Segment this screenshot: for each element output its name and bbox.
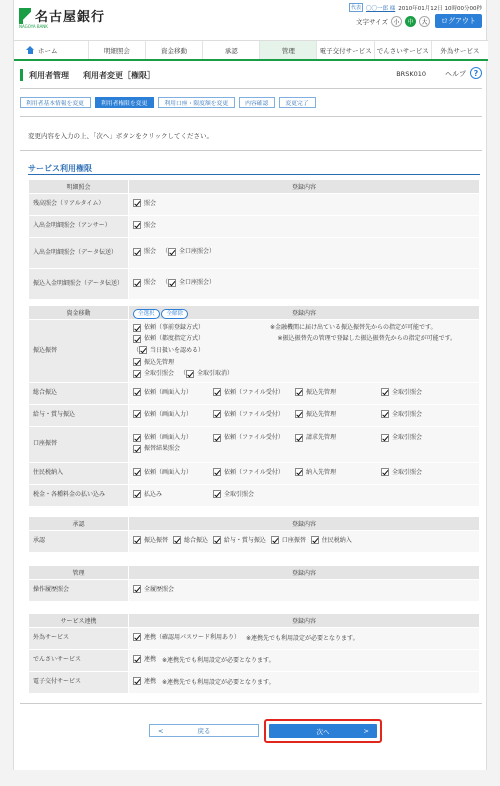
page-subtitle: 利用者変更［権限］ [83, 70, 155, 80]
checkbox-option[interactable]: （ 全取引取消） [180, 370, 234, 378]
nav-meisai[interactable]: 明細照会 [89, 41, 146, 59]
chevron-right-icon: > [363, 727, 369, 735]
instruction-text: 変更内容を入力の上、「次へ」ボタンをクリックしてください。 [28, 132, 213, 140]
nav-shonin[interactable]: 承認 [203, 41, 260, 59]
checkbox-checked-icon [133, 490, 141, 498]
option-label: 振込先管理 [306, 388, 337, 396]
section-underline [28, 174, 480, 175]
checkbox-option[interactable] [133, 677, 156, 688]
buttons-divider [20, 703, 482, 704]
nav-denshi[interactable]: 電子交付サービス [317, 41, 374, 59]
checkbox-checked-icon [213, 468, 221, 476]
user-role-badge: 代表 [350, 5, 361, 11]
meisai-row-label: 残高照会（リアルタイム） [29, 194, 129, 216]
bank-logo-mark-icon [19, 8, 31, 24]
font-size-medium-button[interactable]: 中 [405, 16, 416, 27]
option-label: 全取引照会 [392, 410, 423, 418]
global-nav [14, 40, 488, 61]
option-label: 全取引照会 [392, 434, 423, 442]
checkbox-option[interactable] [133, 247, 156, 258]
nav-shikin[interactable]: 資金移動 [146, 41, 203, 59]
checkbox-option[interactable] [133, 633, 240, 644]
option-label: 依頼（画面入力） [144, 468, 193, 476]
option-label: 依頼（事前登録方式） [144, 324, 205, 331]
checkbox-checked-icon [133, 468, 141, 476]
checkbox-checked-icon [213, 388, 221, 396]
user-info [349, 3, 482, 12]
checkbox-checked-icon [213, 536, 221, 544]
shonin-content-header: 登録内容 [129, 517, 480, 531]
shikin-content-header-cell [129, 306, 480, 320]
option-grid [133, 433, 475, 455]
next-button-label: 次へ [316, 727, 330, 736]
shonin-header: 承認 [29, 517, 129, 531]
option-label: 全口座照会 [179, 248, 210, 256]
option-label: 給与・賞与振込 [223, 536, 266, 544]
checkbox-checked-icon [381, 434, 389, 442]
checkbox-checked-icon [173, 536, 181, 544]
checkbox-checked-icon [133, 221, 141, 229]
option-label: 依頼（ファイル受付） [224, 434, 284, 442]
shikin-row-label: 口座振替 [29, 426, 129, 462]
checkbox-option[interactable] [133, 357, 174, 368]
checkbox-checked-icon [295, 388, 303, 396]
help-link[interactable]: ヘルプ [445, 70, 466, 78]
checkbox-option[interactable] [213, 410, 289, 421]
checkbox-checked-icon [381, 388, 389, 396]
step-indicator [20, 97, 320, 108]
checkbox-option[interactable] [133, 221, 156, 232]
option-label: 総合振込 [183, 536, 208, 544]
header-controls [356, 14, 482, 28]
option-grid [133, 388, 475, 399]
checkbox-option[interactable] [213, 468, 289, 479]
option-label: 依頼（ファイル受付） [224, 468, 284, 476]
step-confirm: 内容確認 [239, 97, 275, 108]
checkbox-option[interactable] [213, 490, 289, 501]
checkbox-option[interactable] [133, 468, 207, 479]
kanri-table [28, 565, 480, 602]
checkbox-checked-icon [133, 655, 141, 663]
bank-logo[interactable] [19, 6, 105, 25]
option-line [133, 333, 475, 356]
checkbox-checked-icon [168, 279, 176, 287]
renkei-header: サービス連携 [29, 614, 129, 628]
checkbox-option[interactable]: （ 全口座照会） [162, 248, 216, 256]
step-complete: 変更完了 [279, 97, 315, 108]
shikin-content-header: 登録内容 [291, 310, 316, 317]
nav-home-label: ホーム [38, 46, 58, 55]
option-line [133, 368, 475, 380]
shonin-table [28, 516, 480, 553]
option-note: ※連携先でも利用設定が必要となります。 [162, 678, 275, 686]
option-note: ※連携先でも利用設定が必要となります。 [162, 656, 275, 664]
checkbox-checked-icon [133, 199, 141, 207]
meisai-row-label: 入出金明細照会（アンサー） [29, 216, 129, 238]
next-button-highlight [264, 719, 382, 743]
font-size-small-button[interactable]: 小 [391, 16, 402, 27]
shikin-row-label: 給与・賞与振込 [29, 404, 129, 426]
checkbox-checked-icon [133, 633, 141, 641]
checkbox-option[interactable]: （ 全口座照会） [162, 279, 216, 287]
step-basic-info: 利用者基本情報を変更 [20, 97, 91, 108]
nav-densai[interactable]: でんさいサービス [375, 41, 432, 59]
checkbox-checked-icon [311, 536, 319, 544]
chevron-left-icon: < [158, 726, 164, 735]
shikin-row-label: 住民税納入 [29, 462, 129, 484]
meisai-table [28, 179, 480, 300]
checkbox-checked-icon [133, 358, 141, 366]
checkbox-option[interactable] [311, 536, 352, 547]
next-button[interactable] [269, 724, 377, 738]
option-label: 照会 [144, 221, 157, 229]
meisai-row-label: 振込入金明細照会（データ伝送） [29, 269, 129, 300]
option-label: 照会 [144, 248, 157, 256]
option-label: 全取引照会 [392, 388, 423, 396]
checkbox-checked-icon [133, 370, 141, 378]
bank-sub-name: NAGOYA BANK [19, 24, 48, 29]
font-size-large-button[interactable]: 大 [419, 16, 430, 27]
header [14, 0, 488, 40]
checkbox-checked-icon [295, 434, 303, 442]
checkbox-checked-icon [186, 370, 194, 378]
section-title: サービス利用権限 [28, 164, 92, 173]
option-label: 依頼（ファイル受付） [224, 410, 284, 418]
instruction-divider [20, 150, 482, 151]
renkei-table [28, 613, 480, 694]
checkbox-checked-icon [213, 434, 221, 442]
option-label: 当日扱いを認める [150, 346, 199, 354]
checkbox-option[interactable] [133, 333, 204, 344]
title-bar-accent [20, 69, 23, 81]
page-title: 利用者管理 [29, 70, 69, 80]
checkbox-option[interactable] [213, 388, 289, 399]
clear-all-button[interactable]: 全解除 [161, 309, 188, 319]
checkbox-option[interactable] [133, 199, 156, 210]
option-label: 口座振替 [281, 536, 306, 544]
shikin-row-label: 税金・各種料金の払い込み [29, 484, 129, 506]
logout-button[interactable]: ログアウト [435, 14, 482, 28]
checkbox-option[interactable] [381, 433, 455, 444]
option-label: 振込振替 [144, 536, 169, 544]
checkbox-option[interactable] [133, 433, 207, 444]
back-button-label: 戻る [197, 727, 211, 735]
option-label: 払込み [144, 490, 163, 498]
option-label: 照会 [144, 199, 157, 207]
select-buttons [133, 309, 188, 319]
option-grid [133, 490, 475, 501]
option-note: ※振込振替先の管理で登録した振込振替先からの指定が可能です。 [277, 335, 457, 343]
checkbox-option[interactable] [271, 536, 306, 547]
main-frame [13, 0, 487, 770]
last-login-time: 2010年01月12日 10時00分00秒 [398, 5, 482, 12]
option-note: ※金融機関に届け出ている振込振替先からの指定が可能です。 [270, 324, 437, 331]
bank-name: 名古屋銀行 [35, 10, 106, 25]
option-label: 全口座照会 [179, 279, 210, 287]
step-permissions: 利用者権限を変更 [95, 97, 154, 108]
option-label: 全取引照会 [224, 490, 255, 498]
option-label: 依頼（画面入力） [144, 434, 193, 442]
option-label: 振込先管理 [306, 410, 337, 418]
option-line [133, 322, 475, 333]
kanri-header: 管理 [29, 566, 129, 580]
checkbox-checked-icon [133, 585, 141, 593]
meisai-header: 明細照会 [29, 180, 129, 194]
title-divider [20, 88, 482, 89]
meisai-row-label: 入出金明細照会（データ伝送） [29, 238, 129, 269]
option-label: 連携（確認用パスワード利用あり） [144, 633, 241, 641]
checkbox-checked-icon [271, 536, 279, 544]
checkbox-checked-icon [213, 410, 221, 418]
user-name-link[interactable]: 〇〇一郎 様 [366, 5, 396, 12]
home-icon [26, 46, 35, 54]
option-label: 全履歴照会 [144, 585, 175, 593]
nav-home[interactable] [14, 41, 89, 59]
option-note: ※連携先でも利用設定が必要となります。 [246, 634, 359, 642]
checkbox-checked-icon [139, 346, 147, 354]
checkbox-checked-icon [133, 410, 141, 418]
checkbox-option[interactable] [133, 585, 174, 596]
shonin-row-label: 承認 [29, 531, 129, 553]
checkbox-option[interactable] [295, 410, 375, 421]
checkbox-checked-icon [133, 434, 141, 442]
checkbox-option[interactable] [295, 433, 375, 444]
option-label: 依頼（画面入力） [144, 410, 193, 418]
nav-gaitame[interactable]: 外為サービス [440, 46, 480, 55]
option-label: 納入先管理 [306, 468, 337, 476]
checkbox-option[interactable] [133, 655, 156, 666]
option-grid [133, 410, 475, 421]
checkbox-option[interactable] [133, 368, 174, 379]
checkbox-checked-icon [133, 324, 141, 332]
checkbox-option[interactable] [133, 388, 207, 399]
option-label: 依頼（都度指定方式） [144, 335, 205, 343]
checkbox-option[interactable] [381, 410, 455, 421]
renkei-content-header: 登録内容 [129, 614, 480, 628]
nav-kanri[interactable]: 管理 [260, 41, 317, 59]
option-label: 全取引照会 [392, 468, 423, 476]
checkbox-option[interactable] [133, 410, 207, 421]
help-icon[interactable]: ? [470, 67, 482, 79]
checkbox-option[interactable] [133, 536, 168, 547]
option-grid [133, 468, 475, 479]
option-label: 依頼（ファイル受付） [224, 388, 284, 396]
option-label: 振込先管理 [144, 358, 175, 366]
option-label: 連携 [144, 655, 157, 663]
checkbox-checked-icon [133, 677, 141, 685]
checkbox-option[interactable] [133, 490, 207, 501]
option-label: 全取引取消 [197, 370, 228, 378]
checkbox-checked-icon [133, 279, 141, 287]
meisai-content-header: 登録内容 [129, 180, 480, 194]
back-button[interactable] [149, 724, 259, 737]
checkbox-option[interactable] [295, 468, 375, 479]
checkbox-option[interactable] [133, 278, 156, 289]
steps-divider [20, 116, 482, 117]
option-label: 照会 [144, 279, 157, 287]
checkbox-checked-icon [381, 410, 389, 418]
option-label: 全取引照会 [144, 370, 175, 378]
checkbox-checked-icon [133, 335, 141, 343]
shikin-row-label: 振込振替 [29, 320, 129, 383]
step-accounts-limits: 利用口座・限度額を変更 [158, 97, 235, 108]
checkbox-checked-icon [133, 445, 141, 453]
option-label: 請求先管理 [306, 434, 337, 442]
checkbox-option[interactable]: （ 当日扱いを認める） [133, 346, 205, 354]
checkbox-option[interactable] [133, 444, 207, 455]
checkbox-option[interactable] [213, 536, 266, 547]
option-label: 住民税納入 [321, 536, 352, 544]
renkei-row-label: 電子交付サービス [29, 672, 129, 694]
option-group [133, 333, 278, 356]
kanri-content-header: 登録内容 [129, 566, 480, 580]
checkbox-checked-icon [133, 536, 141, 544]
checkbox-checked-icon [133, 388, 141, 396]
checkbox-checked-icon [295, 468, 303, 476]
screen-id: BRSK010 [396, 70, 426, 78]
renkei-row-label: でんさいサービス [29, 650, 129, 672]
option-label: 振替結果照会 [144, 445, 181, 453]
checkbox-checked-icon [213, 490, 221, 498]
checkbox-option[interactable] [295, 388, 375, 399]
checkbox-checked-icon [168, 248, 176, 256]
checkbox-option[interactable] [133, 322, 204, 333]
option-line [133, 357, 475, 369]
checkbox-checked-icon [133, 248, 141, 256]
checkbox-checked-icon [295, 410, 303, 418]
shikin-table [28, 305, 480, 507]
option-label: 連携 [144, 677, 157, 685]
shikin-row-label: 総合振込 [29, 382, 129, 404]
select-all-button[interactable]: 全選択 [133, 309, 160, 319]
kanri-row-label: 操作履歴照会 [29, 580, 129, 602]
checkbox-option[interactable] [381, 388, 455, 399]
checkbox-option[interactable] [381, 468, 455, 479]
checkbox-option[interactable] [173, 536, 208, 547]
font-size-label: 文字サイズ [356, 17, 388, 26]
shikin-header: 資金移動 [29, 306, 129, 320]
option-label: 依頼（画面入力） [144, 388, 193, 396]
renkei-row-label: 外為サービス [29, 628, 129, 650]
page-title-row [14, 66, 488, 84]
checkbox-checked-icon [381, 468, 389, 476]
checkbox-option[interactable] [213, 433, 289, 444]
